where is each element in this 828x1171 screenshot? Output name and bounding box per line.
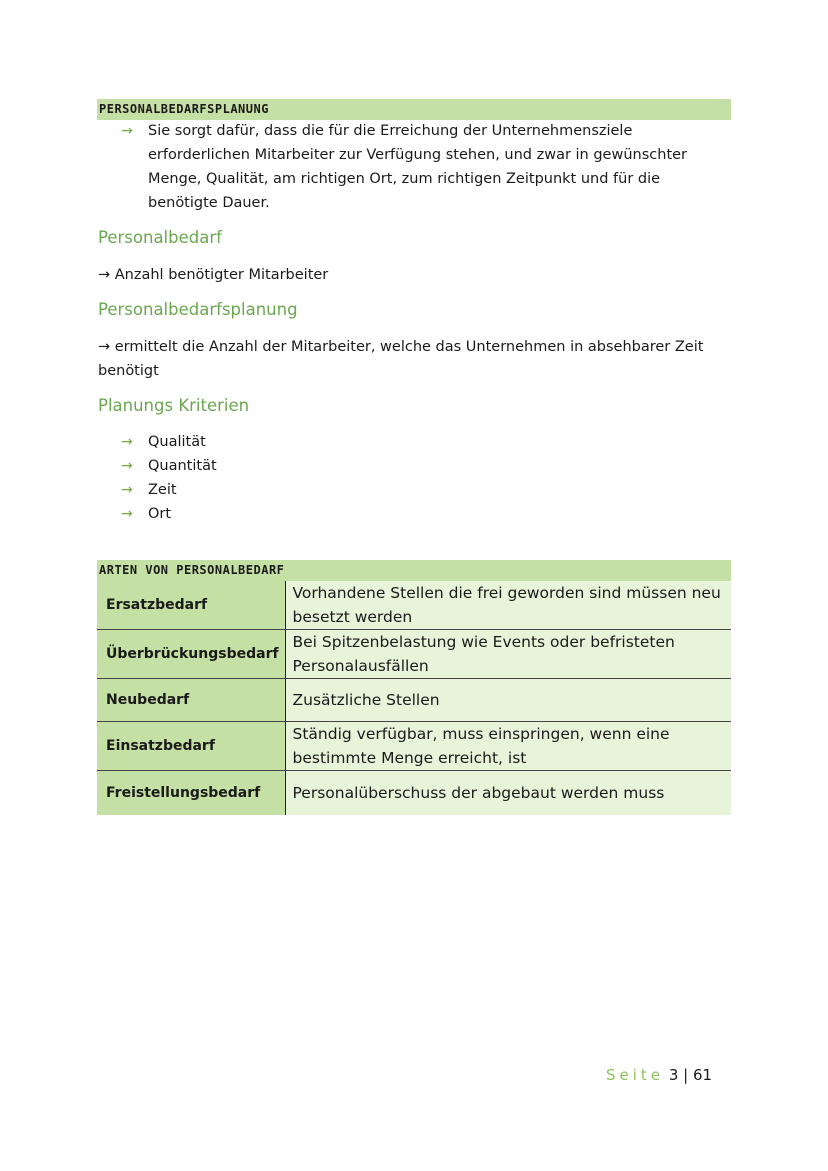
- arrow-right-icon: →: [121, 506, 133, 522]
- table-key-cell: Ersatzbedarf: [97, 581, 285, 630]
- section-title-personalbedarfsplanung: PERSONALBEDARFSPLANUNG: [97, 99, 731, 120]
- kriterium-label: Qualität: [148, 434, 206, 450]
- list-item: [121, 478, 421, 502]
- list-item: [121, 502, 421, 526]
- table-value-cell: Bei Spitzenbelastung wie Events oder befristeten Personalausfällen: [285, 630, 731, 679]
- kriterium-label: Ort: [148, 506, 172, 522]
- arrow-right-icon: →: [121, 458, 133, 474]
- personalbedarf-text: → Anzahl benötigter Mitarbeiter: [98, 267, 329, 283]
- footer-separator: |: [683, 1066, 689, 1084]
- table-key-cell: Überbrückungsbedarf: [97, 630, 285, 679]
- table-value-cell: Zusätzliche Stellen: [285, 679, 731, 722]
- footer-seite-label: Seite: [606, 1066, 665, 1084]
- arrow-right-icon: →: [121, 482, 133, 498]
- heading-personalbedarf: Personalbedarf: [98, 228, 222, 247]
- section-title-arten-von-personalbedarf: ARTEN VON PERSONALBEDARF: [97, 560, 731, 581]
- table-row: [97, 722, 731, 771]
- personalbedarf-types-table: [97, 581, 731, 815]
- table-value-cell: Vorhandene Stellen die frei geworden sind müssen neu besetzt werden: [285, 581, 731, 630]
- table-key-cell: Freistellungsbedarf: [97, 771, 285, 815]
- list-item: [121, 454, 421, 478]
- table-row: [97, 581, 731, 630]
- list-item: [121, 430, 421, 454]
- arrow-right-icon: →: [121, 123, 133, 139]
- table-row: [97, 679, 731, 722]
- kriterium-label: Zeit: [148, 482, 177, 498]
- intro-bullet-text: Sie sorgt dafür, dass die für die Erreichung der Unternehmensziele erforderlichen Mitarbeiter zur Verfügung stehen, und zwar in gewünschter Menge, Qualität, am richtigen Ort, zum richtigen Zeitpunkt und für die benötigte Dauer.: [148, 123, 688, 211]
- heading-personalbedarfsplanung: Personalbedarfsplanung: [98, 300, 298, 319]
- footer-page-number: 3: [668, 1066, 679, 1084]
- intro-bullet-list: [121, 119, 711, 215]
- table-key-cell: Einsatzbedarf: [97, 722, 285, 771]
- heading-planungs-kriterien: Planungs Kriterien: [98, 396, 250, 415]
- arrow-right-icon: →: [121, 434, 133, 450]
- footer-total-pages: 61: [692, 1066, 713, 1084]
- table-row: [97, 771, 731, 815]
- table-key-cell: Neubedarf: [97, 679, 285, 722]
- table-value-cell: Ständig verfügbar, muss einspringen, wenn eine bestimmte Menge erreicht, ist: [285, 722, 731, 771]
- kriterium-label: Quantität: [148, 458, 217, 474]
- kriterien-list: [121, 430, 421, 526]
- list-item: [121, 119, 711, 215]
- personalbedarfsplanung-text: → ermittelt die Anzahl der Mitarbeiter, welche das Unternehmen in absehbarer Zeit benötigt: [98, 339, 704, 379]
- page-footer: [606, 1066, 712, 1084]
- table-value-cell: Personalüberschuss der abgebaut werden muss: [285, 771, 731, 815]
- table-row: [97, 630, 731, 679]
